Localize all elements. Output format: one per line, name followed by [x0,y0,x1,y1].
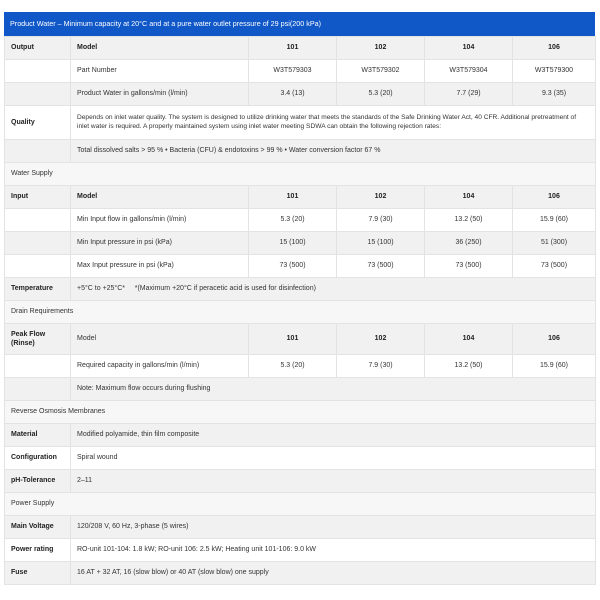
peak-flow-label: Peak Flow (Rinse) [5,324,71,355]
product-water-cell: 7.7 (29) [425,83,513,106]
fuse-value: 16 AT + 32 AT, 16 (slow blow) or 40 AT (slow blow) one supply [71,562,596,585]
table-row [5,60,596,83]
table-row [5,470,596,493]
model-102: 102 [337,186,425,209]
table-row [5,83,596,106]
model-header: Model [71,186,249,209]
max-input-pressure-cell: 73 (500) [513,255,596,278]
table-row [5,539,596,562]
section-ro-membranes: Reverse Osmosis Membranes [5,401,596,424]
max-input-pressure-cell: 73 (500) [337,255,425,278]
model-104: 104 [425,37,513,60]
table-row [5,447,596,470]
model-104: 104 [425,324,513,355]
output-label: Output [5,37,71,60]
table-row [5,301,596,324]
table-row [5,232,596,255]
configuration-value: Spiral wound [71,447,596,470]
temperature-text: +5°C to +25°C* *(Maximum +20°C if peracetic acid is used for disinfection) [71,278,596,301]
part-number-cell: W3T579303 [249,60,337,83]
configuration-label: Configuration [5,447,71,470]
required-capacity-cell: 15.9 (60) [513,355,596,378]
min-input-flow-cell: 13.2 (50) [425,209,513,232]
table-row [5,378,596,401]
model-106: 106 [513,37,596,60]
min-input-pressure-cell: 36 (250) [425,232,513,255]
part-number-cell: W3T579302 [337,60,425,83]
product-water-cell: 9.3 (35) [513,83,596,106]
section-drain-requirements: Drain Requirements [5,301,596,324]
table-row [5,209,596,232]
spec-sheet [4,12,595,585]
spec-header-banner: Product Water – Minimum capacity at 20°C and at a pure water outlet pressure of 29 psi(200 kPa) [4,12,595,36]
max-input-pressure-label: Max Input pressure in psi (kPa) [71,255,249,278]
min-input-flow-cell: 7.9 (30) [337,209,425,232]
ph-tolerance-label: pH-Tolerance [5,470,71,493]
main-voltage-label: Main Voltage [5,516,71,539]
flushing-note: Note: Maximum flow occurs during flushing [71,378,596,401]
temperature-label: Temperature [5,278,71,301]
table-row [5,562,596,585]
model-101: 101 [249,186,337,209]
model-101: 101 [249,324,337,355]
required-capacity-label: Required capacity in gallons/min (l/min) [71,355,249,378]
part-number-label: Part Number [71,60,249,83]
table-row [5,255,596,278]
required-capacity-cell: 7.9 (30) [337,355,425,378]
table-row [5,140,596,163]
required-capacity-cell: 13.2 (50) [425,355,513,378]
table-row [5,37,596,60]
table-row [5,186,596,209]
table-row [5,424,596,447]
table-row [5,401,596,424]
max-input-pressure-cell: 73 (500) [249,255,337,278]
min-input-pressure-label: Min Input pressure in psi (kPa) [71,232,249,255]
min-input-flow-label: Min Input flow in gallons/min (l/min) [71,209,249,232]
model-header: Model [71,324,249,355]
quality-text: Depends on inlet water quality. The system is designed to utilize drinking water that meets the standards of the Safe Drinking Water Act, 40 CFR. Additional pretreatment of inlet water is required. A properly maintained system using inlet water meeting SDWA can obtain the following rejection rates: [71,106,596,140]
material-value: Modified polyamide, thin film composite [71,424,596,447]
section-water-supply: Water Supply [5,163,596,186]
model-104: 104 [425,186,513,209]
min-input-flow-cell: 15.9 (60) [513,209,596,232]
model-102: 102 [337,324,425,355]
ph-tolerance-value: 2–11 [71,470,596,493]
power-rating-value: RO-unit 101-104: 1.8 kW; RO-unit 106: 2.5 kW; Heating unit 101-106: 9.0 kW [71,539,596,562]
table-row [5,355,596,378]
product-water-label: Product Water in gallons/min (l/min) [71,83,249,106]
section-power-supply: Power Supply [5,493,596,516]
main-voltage-value: 120/208 V, 60 Hz, 3-phase (5 wires) [71,516,596,539]
product-water-cell: 3.4 (13) [249,83,337,106]
product-water-cell: 5.3 (20) [337,83,425,106]
max-input-pressure-cell: 73 (500) [425,255,513,278]
min-input-pressure-cell: 15 (100) [337,232,425,255]
model-101: 101 [249,37,337,60]
part-number-cell: W3T579300 [513,60,596,83]
min-input-flow-cell: 5.3 (20) [249,209,337,232]
model-106: 106 [513,186,596,209]
fuse-label: Fuse [5,562,71,585]
table-row [5,278,596,301]
quality-label: Quality [5,106,71,140]
part-number-cell: W3T579304 [425,60,513,83]
min-input-pressure-cell: 15 (100) [249,232,337,255]
table-row [5,163,596,186]
model-header: Model [71,37,249,60]
input-label: Input [5,186,71,209]
table-row [5,493,596,516]
material-label: Material [5,424,71,447]
model-102: 102 [337,37,425,60]
table-row [5,516,596,539]
table-row [5,106,596,140]
spec-table [4,36,596,585]
table-row [5,324,596,355]
required-capacity-cell: 5.3 (20) [249,355,337,378]
rejection-rates: Total dissolved salts > 95 % • Bacteria (CFU) & endotoxins > 99 % • Water conversion factor 67 % [71,140,596,163]
model-106: 106 [513,324,596,355]
min-input-pressure-cell: 51 (300) [513,232,596,255]
power-rating-label: Power rating [5,539,71,562]
